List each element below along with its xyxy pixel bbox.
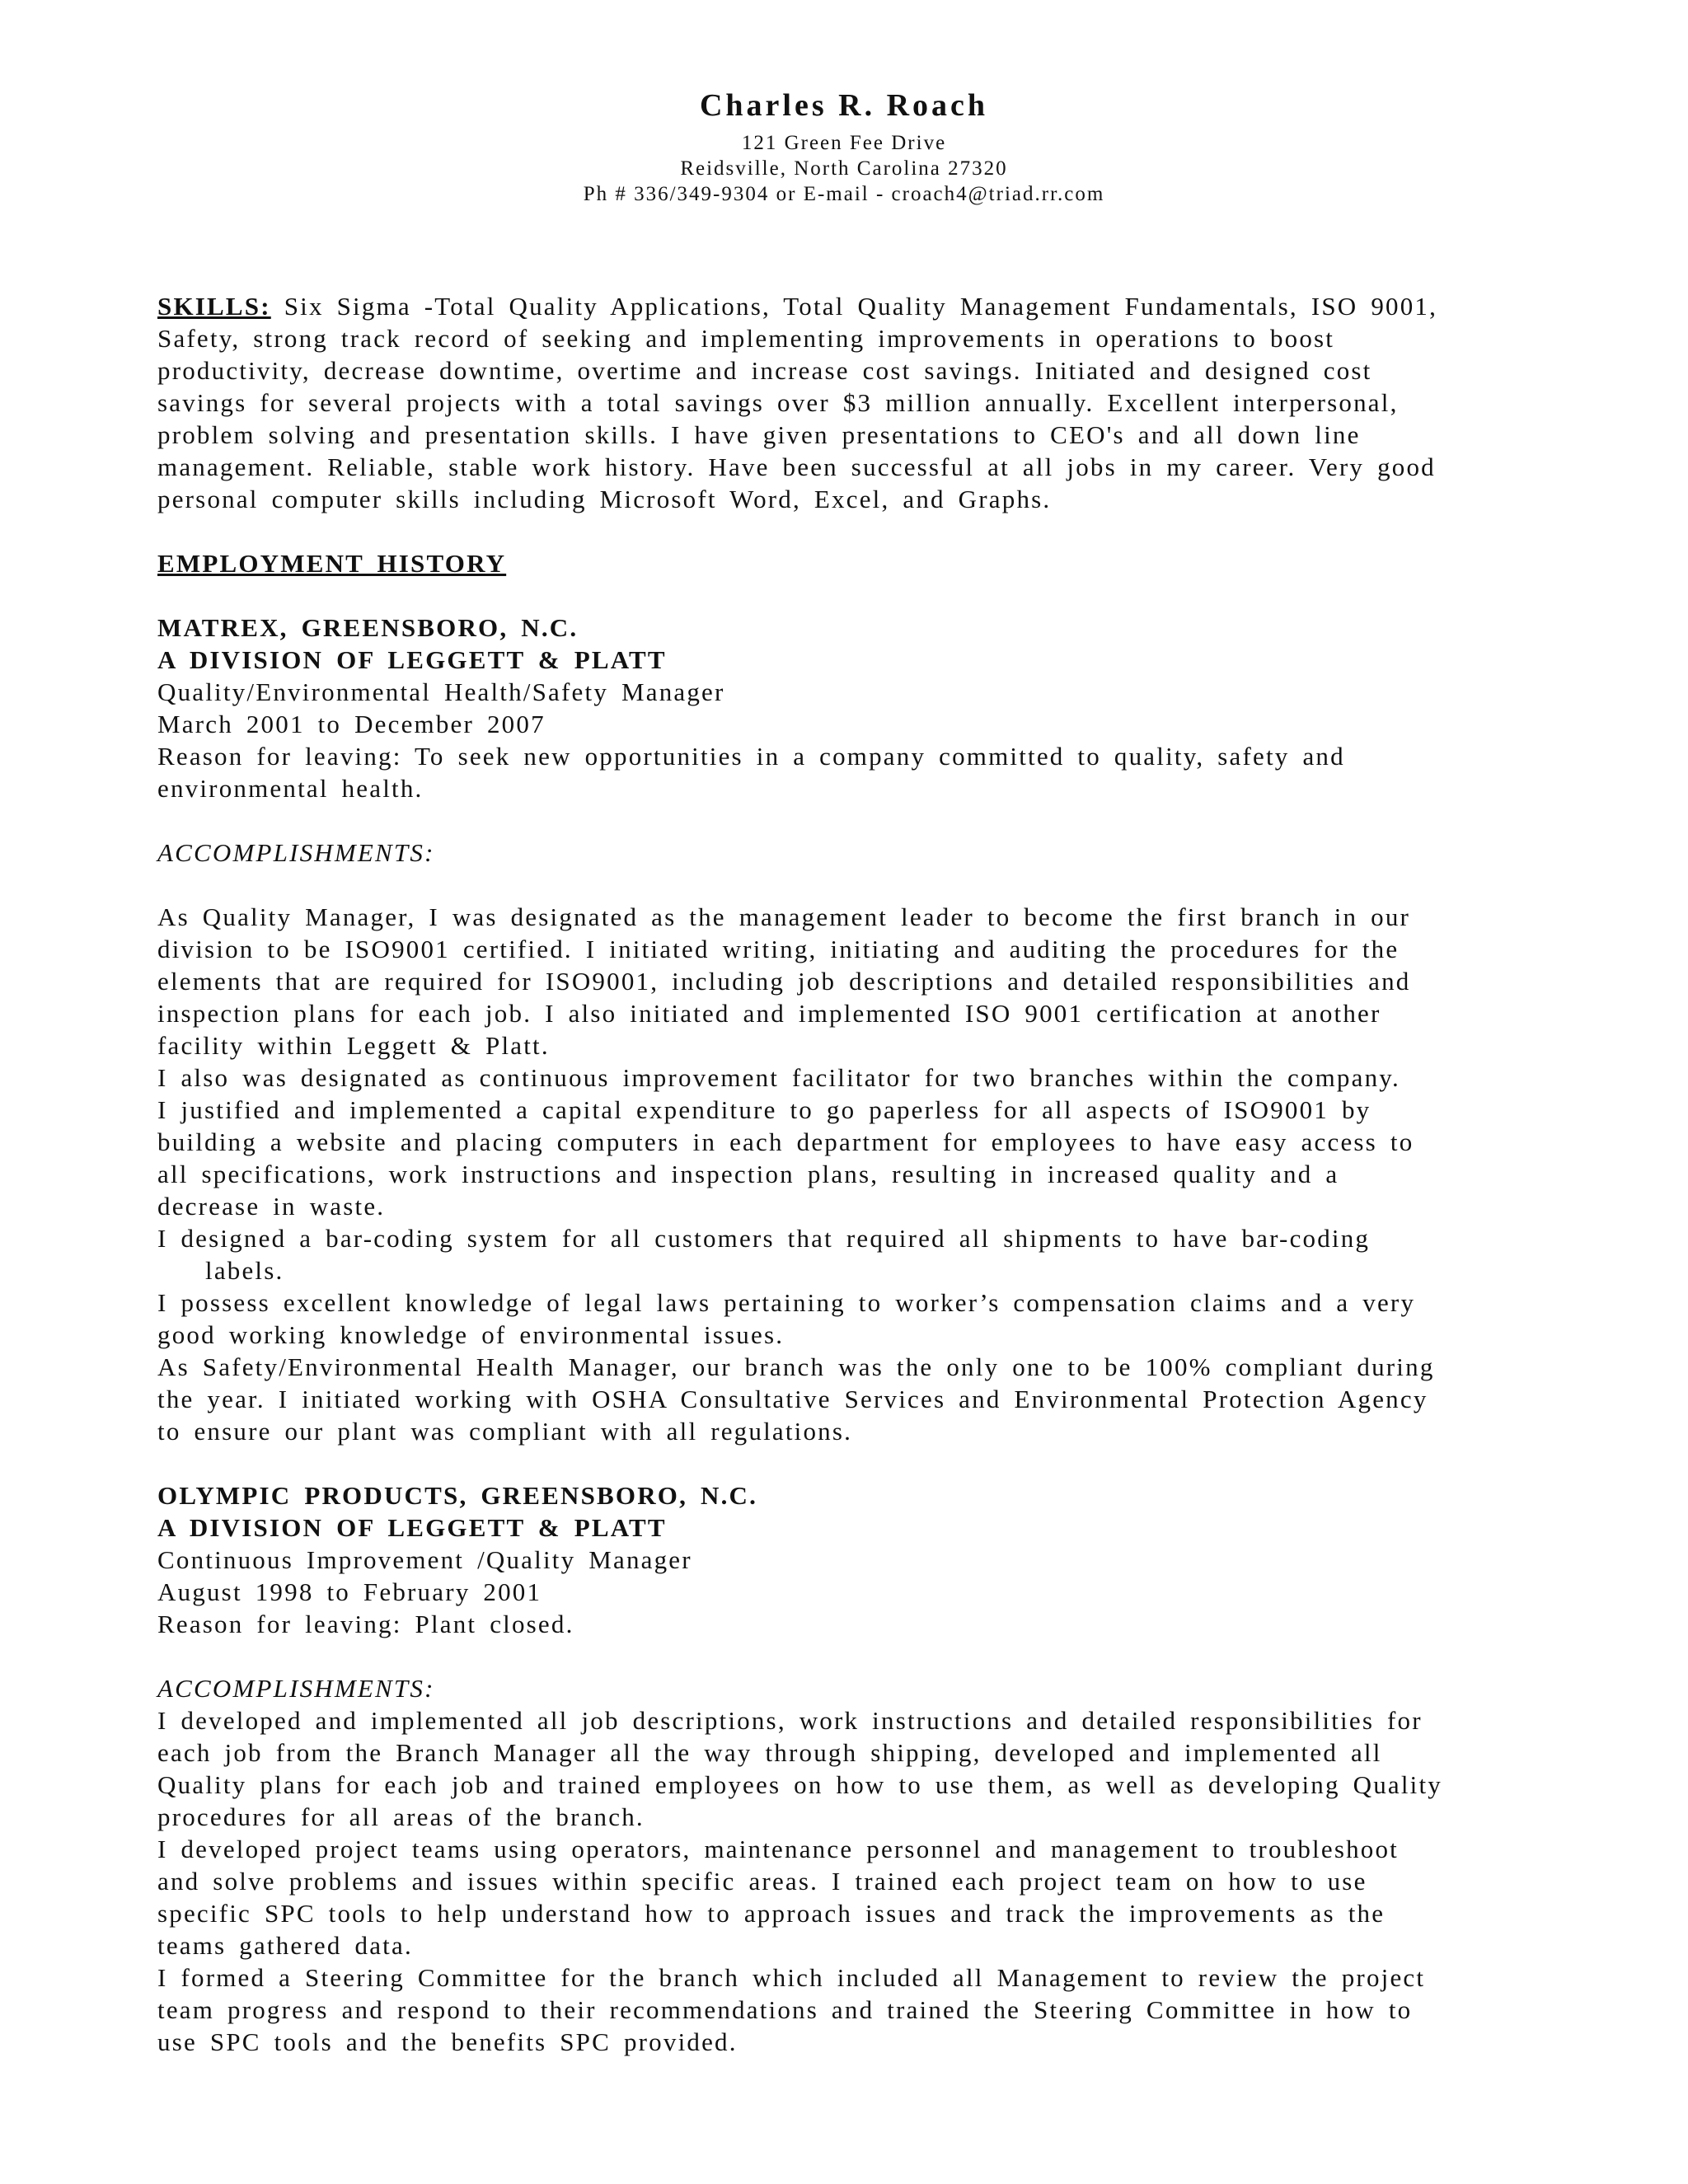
accomplishment-line: Quality plans for each job and trained employees on how to use them, as well as developing Quality [157, 1770, 1443, 1799]
company-division: A DIVISION OF LEGGETT & PLATT [157, 645, 667, 674]
resume-header [0, 81, 1688, 207]
accomplishment-line: the year. I initiated working with OSHA Consultative Services and Environmental Protection Agency [157, 1385, 1428, 1413]
job-entry [157, 612, 1559, 1447]
accomplishments-label: ACCOMPLISHMENTS: [157, 1674, 435, 1703]
accomplishment-line: building a website and placing computers in each department for employees to have easy access to [157, 1127, 1414, 1156]
address-line-2: Reidsville, North Carolina 27320 [680, 157, 1008, 180]
accomplishment-line: good working knowledge of environmental issues. [157, 1320, 785, 1349]
accomplishment-line: I designed a bar-coding system for all customers that required all shipments to have bar-coding [157, 1224, 1371, 1253]
accomplishment-line: decrease in waste. [157, 1192, 386, 1221]
job-dates: August 1998 to February 2001 [157, 1577, 542, 1606]
employment-history-heading: EMPLOYMENT HISTORY [157, 549, 507, 578]
accomplishment-line: division to be ISO9001 certified. I initiated writing, initiating and auditing the procedures for the [157, 935, 1400, 963]
skills-text: Six Sigma -Total Quality Applications, Total Quality Management Fundamentals, ISO 9001, [284, 292, 1438, 321]
job-entry [157, 1479, 1559, 2058]
accomplishment-line: I justified and implemented a capital expenditure to go paperless for all aspects of ISO9001 by [157, 1095, 1372, 1124]
accomplishment-line: As Quality Manager, I was designated as the management leader to become the first branch in our [157, 902, 1411, 931]
accomplishment-line: each job from the Branch Manager all the way through shipping, developed and implemented all [157, 1738, 1382, 1767]
accomplishment-line: I developed project teams using operators, maintenance personnel and management to troubleshoot [157, 1835, 1399, 1863]
accomplishment-line: labels. [205, 1256, 284, 1285]
job-title: Quality/Environmental Health/Safety Manager [157, 677, 725, 706]
job-title: Continuous Improvement /Quality Manager [157, 1545, 692, 1574]
accomplishment-line: As Safety/Environmental Health Manager, our branch was the only one to be 100% compliant during [157, 1352, 1435, 1381]
company-division: A DIVISION OF LEGGETT & PLATT [157, 1513, 667, 1542]
accomplishment-line: I developed and implemented all job descriptions, work instructions and detailed responsibilities for [157, 1706, 1423, 1735]
accomplishments-label: ACCOMPLISHMENTS: [157, 838, 435, 867]
accomplishment-line: and solve problems and issues within specific areas. I trained each project team on how to use [157, 1867, 1367, 1896]
contact-line: Ph # 336/349-9304 or E-mail - croach4@triad.rr.com [583, 183, 1105, 205]
skills-line: problem solving and presentation skills. I have given presentations to CEO's and all down line [157, 420, 1361, 449]
accomplishment-line: teams gathered data. [157, 1931, 413, 1960]
company-name: MATREX, GREENSBORO, N.C. [157, 613, 579, 642]
job-dates: March 2001 to December 2007 [157, 710, 546, 738]
accomplishment-line: I also was designated as continuous improvement facilitator for two branches within the company. [157, 1063, 1400, 1092]
accomplishment-line: use SPC tools and the benefits SPC provided. [157, 2027, 738, 2056]
reason-line: Reason for leaving: To seek new opportunities in a company committed to quality, safety and [157, 742, 1345, 771]
resume-body [157, 290, 1559, 2058]
accomplishment-line: elements that are required for ISO9001, including job descriptions and detailed responsibilities and [157, 967, 1411, 996]
company-name: OLYMPIC PRODUCTS, GREENSBORO, N.C. [157, 1481, 758, 1510]
accomplishment-line: inspection plans for each job. I also initiated and implemented ISO 9001 certification at another [157, 999, 1381, 1028]
reason-line: environmental health. [157, 774, 424, 803]
skills-line: Safety, strong track record of seeking and implementing improvements in operations to boost [157, 324, 1335, 353]
candidate-name: Charles R. Roach [699, 88, 989, 123]
accomplishment-line: team progress and respond to their recommendations and trained the Steering Committee in how to [157, 1995, 1413, 2024]
accomplishment-line: specific SPC tools to help understand how to approach issues and track the improvements as the [157, 1899, 1386, 1928]
accomplishment-line: procedures for all areas of the branch. [157, 1802, 645, 1831]
skills-heading: SKILLS: [157, 292, 271, 321]
skills-section [157, 290, 1559, 515]
accomplishment-line: all specifications, work instructions and inspection plans, resulting in increased quality and a [157, 1160, 1339, 1188]
skills-line: productivity, decrease downtime, overtime and increase cost savings. Initiated and designed cost [157, 356, 1372, 385]
skills-line: management. Reliable, stable work history. Have been successful at all jobs in my career. Very good [157, 452, 1436, 481]
skills-line: savings for several projects with a total savings over $3 million annually. Excellent interpersonal, [157, 388, 1399, 417]
skills-line: personal computer skills including Microsoft Word, Excel, and Graphs. [157, 485, 1052, 513]
skills-line [157, 290, 1559, 322]
accomplishment-line: I possess excellent knowledge of legal laws pertaining to worker’s compensation claims and a very [157, 1288, 1416, 1317]
accomplishment-line: I formed a Steering Committee for the branch which included all Management to review the project [157, 1963, 1426, 1992]
accomplishment-line: to ensure our plant was compliant with all regulations. [157, 1417, 853, 1446]
reason-line: Reason for leaving: Plant closed. [157, 1610, 574, 1638]
accomplishment-line: facility within Leggett & Platt. [157, 1031, 550, 1060]
address-line-1: 121 Green Fee Drive [741, 132, 947, 154]
